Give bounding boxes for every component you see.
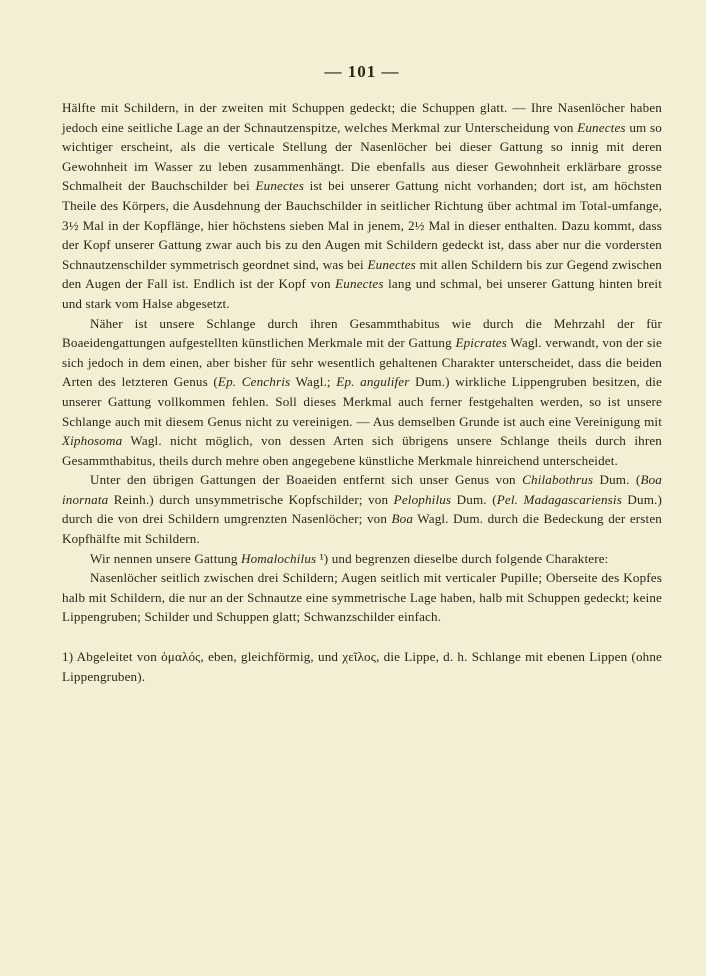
italic-taxon: Pel. Madagascariensis (496, 491, 622, 507)
text-run: um so wichtiger erscheint, als die verticale Stellung der Nasenlöcher bei dieser Gattung so innig mit deren Gewohnheit im Wasser zu leben zusammenhängt. Die ebenfalls aus dieser Gewohnheit erklärbare grosse Schmalheit der Bauchschilder bei (62, 119, 662, 194)
italic-taxon: Xiphosoma (62, 433, 123, 449)
text-run: Reinh.) durch unsymmetrische Kopfschilder; von (108, 491, 394, 507)
text-run: Wir nennen unsere Gattung (90, 550, 241, 566)
text-run: Dum.) durch die von drei Schildern umgrenzten Nasenlöcher; von (62, 491, 662, 527)
text-run: Hälfte mit Schildern, in der zweiten mit Schuppen gedeckt; die Schuppen glatt. — Ihre Nasenlöcher haben jedoch eine seitliche Lage an der Schnautzenspitze, welches Merkmal zur Unterscheidung von (62, 100, 662, 135)
text-run: Nasenlöcher seitlich zwischen drei Schildern; Augen seitlich mit verticaler Pupille; Oberseite des Kopfes halb mit Schildern, die nur an der Schnautze eine symmetrische Lage haben, halb mit Schuppen gedeckt; keine Lippengruben; Schilder und Schuppen glatt; Schwanzschilder einfach. (62, 570, 662, 625)
paragraph (62, 549, 662, 569)
italic-taxon: Eunectes (577, 119, 626, 135)
text-run: Dum. ( (593, 472, 641, 488)
text-run: Unter den übrigen Gattungen der Boaeiden entfernt sich unser Genus von (90, 472, 523, 488)
footnote-text (62, 647, 662, 686)
italic-taxon: Ep. angulifer (336, 374, 410, 390)
italic-taxon: Eunectes (367, 256, 416, 272)
body-text (62, 98, 662, 627)
paragraph (62, 568, 662, 627)
page-number: — 101 — (324, 62, 400, 81)
text-run: ¹) und begrenzen dieselbe durch folgende Charaktere: (316, 550, 609, 566)
paragraph (62, 98, 662, 314)
italic-taxon: Eunectes (335, 276, 384, 292)
italic-taxon: Boa (391, 511, 414, 527)
footnote-run: 1) Abgeleitet von ὁμαλός, eben, gleichförmig, und χεῖλος, die Lippe, d. h. Schlange mit ebenen Lippen (ohne Lippengruben). (62, 649, 662, 684)
text-run: Dum. ( (451, 491, 497, 507)
text-run: Wagl. Dum. durch die Bedeckung der ersten Kopfhälfte mit Schildern. (62, 511, 663, 547)
italic-taxon: Homalochilus (241, 550, 317, 566)
text-run: Wagl. verwandt, von der sie sich jedoch in dem einen, aber bisher für sehr wesentlich gehaltenen Charakter unterscheidet, dass die beiden Arten des letzteren Genus ( (62, 335, 662, 390)
text-run: mit allen Schildern bis zur Gegend zwischen den Augen der Fall ist. Endlich ist der Kopf von (62, 256, 662, 292)
paragraph (62, 470, 662, 548)
footnote (62, 647, 662, 686)
text-run: Wagl. nicht möglich, von dessen Arten sich übrigens unsere Schlange theils durch ihren Gesammthabitus, theils durch mehre oben angegebene künstliche Merkmale hinreichend unterscheidet. (62, 433, 662, 468)
italic-taxon: Eunectes (255, 178, 304, 194)
text-run: Wagl.; (290, 374, 337, 390)
text-run: ist bei unserer Gattung nicht vorhanden; dort ist, am höchsten Theile des Körpers, die Ausdehnung der Bauchschilder in seitlicher Richtung über achtmal im Total-umfange, 3½ Mal in der Kopflänge, hier höchstens sieben Mal in jenem, 2½ Mal in dieser enthalten. Dazu kommt, dass der Kopf unserer Gattung zwar auch bis zu den Augen mit Schildern gedeckt ist, dass aber nur die vordersten Schnautzenschilder symmetrisch geordnet sind, was bei (62, 178, 662, 272)
italic-taxon: Boa inornata (62, 472, 662, 507)
paragraph (62, 314, 662, 471)
italic-taxon: Epicrates (455, 335, 507, 351)
text-run: Dum.) wirkliche Lippengruben besitzen, die unserer Gattung vollkommen fehlen. Soll dieses Merkmal auch ferner festgehalten werden, so ist unsere Schlange auch mit diesem Genus nicht zu vereinigen. — Aus demselben Grunde ist auch eine Vereinigung mit (62, 374, 662, 429)
text-run: Näher ist unsere Schlange durch ihren Gesammthabitus wie durch die Mehrzahl der für Boaeidengattungen aufgestellten künstlichen Merkmale mit der Gattung (62, 315, 662, 351)
italic-taxon: Chilabothrus (522, 472, 594, 488)
italic-taxon: Pelophilus (393, 491, 452, 507)
italic-taxon: Ep. Cenchris (217, 374, 291, 390)
text-run: lang und schmal, bei unserer Gattung hinten breit und stark vom Halse abgesetzt. (62, 276, 662, 311)
